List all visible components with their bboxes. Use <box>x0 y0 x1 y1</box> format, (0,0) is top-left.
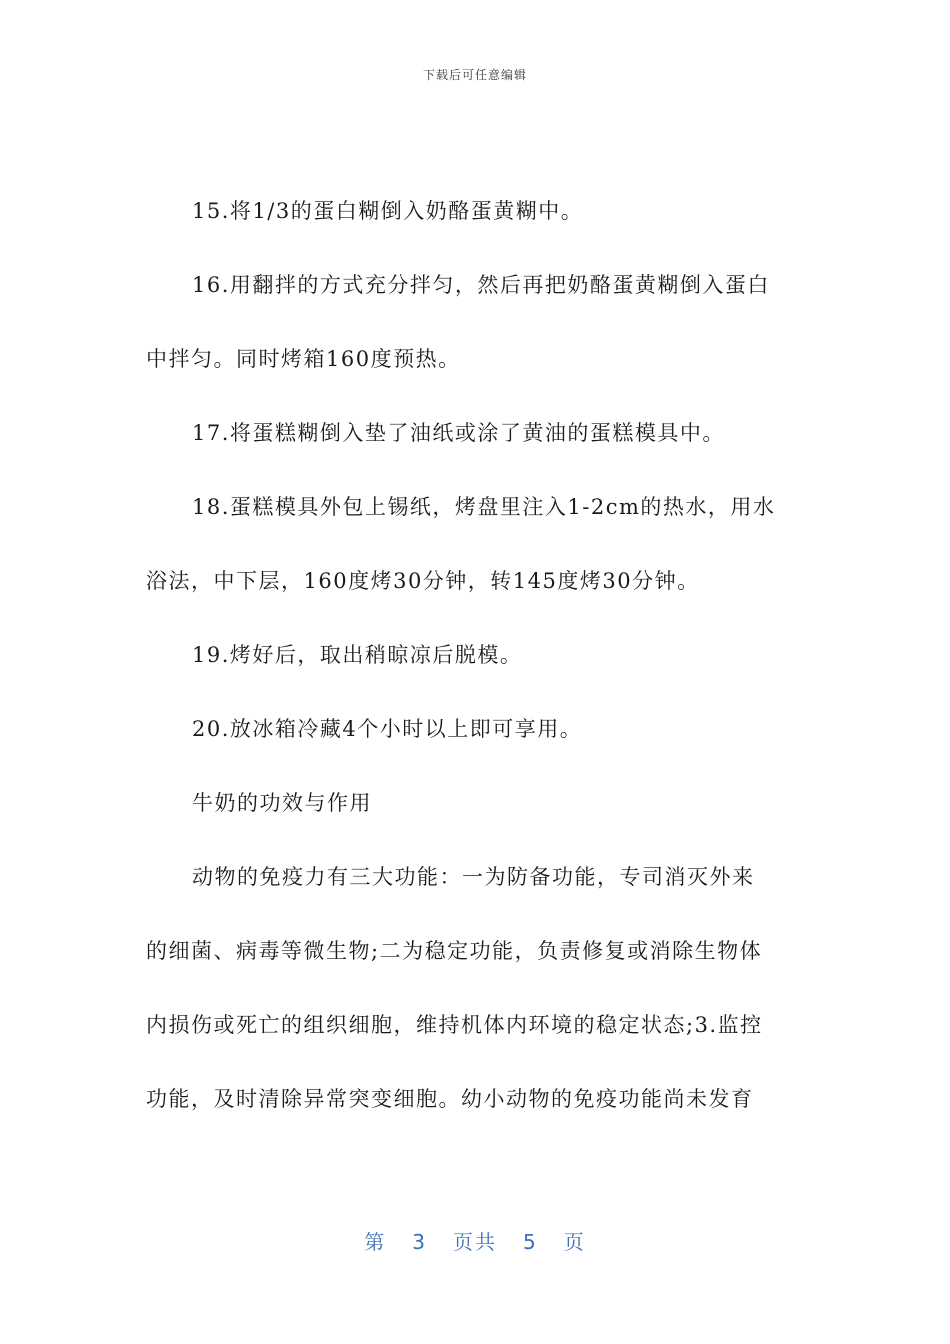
section-heading: 牛奶的功效与作用 <box>192 791 372 815</box>
paragraph-line: 19.烤好后，取出稍晾凉后脱模。 <box>192 643 523 667</box>
page-label-middle: 页共 <box>453 1230 497 1254</box>
paragraph-line: 内损伤或死亡的组织细胞，维持机体内环境的稳定状态;3.监控 <box>146 1013 763 1037</box>
page-footer <box>0 1226 950 1255</box>
current-page-number: 3 <box>412 1230 427 1254</box>
paragraph-line: 中拌匀。同时烤箱160度预热。 <box>146 347 461 371</box>
page-label-suffix: 页 <box>563 1230 586 1254</box>
paragraph-line: 18.蛋糕模具外包上锡纸，烤盘里注入1-2cm的热水，用水 <box>192 495 776 519</box>
total-pages-number: 5 <box>523 1230 538 1254</box>
paragraph-line: 功能，及时清除异常突变细胞。幼小动物的免疫功能尚未发育 <box>146 1087 754 1111</box>
page-header: 下载后可任意编辑 <box>422 68 527 82</box>
paragraph-line: 浴法，中下层，160度烤30分钟，转145度烤30分钟。 <box>146 569 700 593</box>
paragraph-line: 15.将1/3的蛋白糊倒入奶酪蛋黄糊中。 <box>192 199 584 223</box>
paragraph-line: 动物的免疫力有三大功能：一为防备功能，专司消灭外来 <box>192 865 755 889</box>
paragraph-line: 的细菌、病毒等微生物;二为稳定功能，负责修复或消除生物体 <box>146 939 763 963</box>
paragraph-line: 17.将蛋糕糊倒入垫了油纸或涂了黄油的蛋糕模具中。 <box>192 421 725 445</box>
page-label-prefix: 第 <box>364 1230 387 1254</box>
document-body <box>146 197 806 1159</box>
paragraph-line: 20.放冰箱冷藏4个小时以上即可享用。 <box>192 717 583 741</box>
paragraph-line: 16.用翻拌的方式充分拌匀，然后再把奶酪蛋黄糊倒入蛋白 <box>192 273 770 297</box>
